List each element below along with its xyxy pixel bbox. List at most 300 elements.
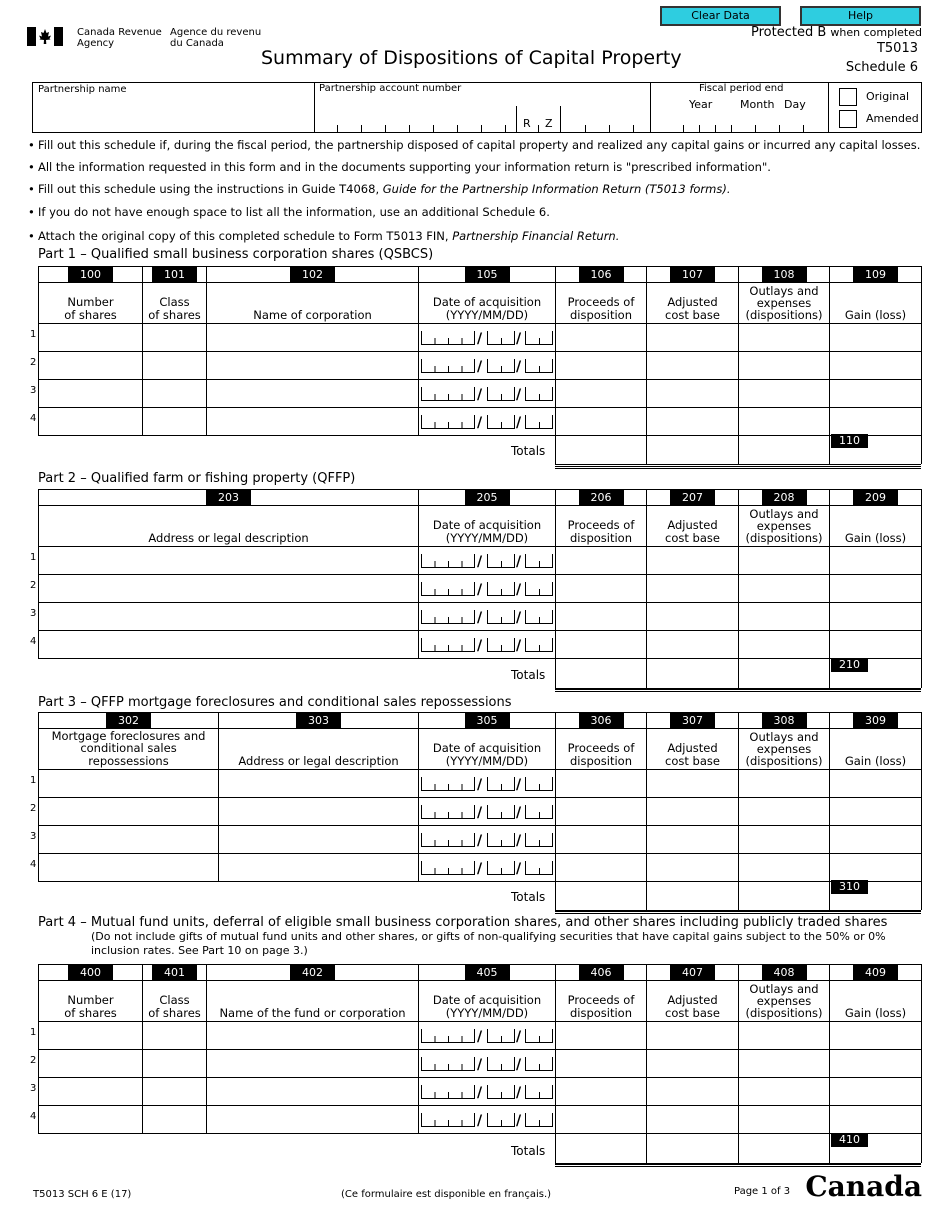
part3-double-rule — [555, 911, 921, 914]
cell-input[interactable] — [556, 547, 647, 575]
date-separator: / — [516, 861, 522, 877]
cell-input[interactable] — [830, 1078, 922, 1106]
cell-input[interactable] — [143, 1078, 207, 1106]
date-segment[interactable] — [525, 1113, 553, 1127]
cell-input[interactable] — [556, 1050, 647, 1078]
cell-input[interactable] — [830, 798, 922, 826]
original-checkbox[interactable] — [839, 88, 857, 106]
row-number: 3 — [30, 385, 37, 396]
row-number: 1 — [30, 1027, 37, 1038]
cell-input[interactable] — [830, 854, 922, 882]
cell-input[interactable] — [739, 324, 830, 352]
cell-input[interactable] — [739, 1078, 830, 1106]
cell-input[interactable] — [739, 631, 830, 659]
cell-input[interactable] — [39, 1050, 143, 1078]
date-separator: / — [477, 1029, 483, 1045]
date-input[interactable] — [419, 770, 556, 798]
date-comb[interactable] — [419, 854, 555, 881]
cell-input[interactable] — [219, 798, 419, 826]
part2-double-rule — [555, 689, 921, 692]
part4-table — [38, 964, 922, 1134]
date-comb[interactable] — [419, 1106, 555, 1133]
date-segment[interactable] — [525, 387, 553, 401]
date-separator: / — [477, 610, 483, 626]
date-segment[interactable] — [421, 415, 475, 429]
canada-wordmark: Canada — [805, 1170, 922, 1203]
date-segment[interactable] — [525, 861, 553, 875]
cell-input[interactable] — [739, 770, 830, 798]
gov-name-en: Canada Revenue Agency — [77, 27, 162, 49]
col-outlays: Outlays and expenses (dispositions) — [739, 506, 830, 547]
date-input[interactable] — [419, 1078, 556, 1106]
date-separator: / — [516, 1029, 522, 1045]
cell-input[interactable] — [830, 826, 922, 854]
date-segment[interactable] — [525, 638, 553, 652]
date-segment[interactable] — [525, 1085, 553, 1099]
date-separator: / — [516, 1057, 522, 1073]
date-separator: / — [477, 777, 483, 793]
cell-input[interactable] — [647, 798, 739, 826]
cell-input[interactable] — [39, 854, 219, 882]
date-separator: / — [477, 331, 483, 347]
schedule-number: Schedule 6 — [845, 60, 918, 75]
part4-note-line2: inclusion rates. See Part 10 on page 3.) — [91, 944, 308, 957]
date-segment[interactable] — [487, 610, 515, 624]
col-name-of-corporation: Name of corporation — [207, 283, 419, 324]
date-comb[interactable] — [419, 352, 555, 379]
protected-label: Protected B when completed — [751, 25, 922, 40]
cell-input[interactable] — [143, 408, 207, 436]
cell-input[interactable] — [647, 1106, 739, 1134]
cell-input[interactable] — [739, 1022, 830, 1050]
date-segment[interactable] — [487, 1113, 515, 1127]
date-input[interactable] — [419, 324, 556, 352]
row-number: 4 — [30, 859, 37, 870]
code-410: 410 — [831, 1133, 868, 1147]
date-segment[interactable] — [525, 805, 553, 819]
total-outlays[interactable] — [739, 434, 830, 464]
cell-input[interactable] — [39, 547, 419, 575]
instruction-5: • Attach the original copy of this completed schedule to Form T5013 FIN, Partnership Financial Return. — [28, 229, 619, 243]
code-205: 205 — [419, 490, 556, 506]
cell-input[interactable] — [39, 575, 419, 603]
date-input[interactable] — [419, 854, 556, 882]
cell-input[interactable] — [207, 1078, 419, 1106]
cell-input[interactable] — [830, 575, 922, 603]
cell-input[interactable] — [830, 380, 922, 408]
french-availability: (Ce formulaire est disponible en français.) — [341, 1189, 552, 1200]
date-input[interactable] — [419, 547, 556, 575]
date-segment[interactable] — [487, 833, 515, 847]
col-outlays: Outlays and expenses (dispositions) — [739, 729, 830, 770]
cell-input[interactable] — [556, 603, 647, 631]
date-segment[interactable] — [487, 638, 515, 652]
cell-input[interactable] — [739, 854, 830, 882]
col-date-of-acquisition: Date of acquisition (YYYY/MM/DD) — [419, 729, 556, 770]
total-acb[interactable] — [647, 880, 739, 910]
cell-input[interactable] — [647, 1078, 739, 1106]
date-separator: / — [516, 805, 522, 821]
row-number: 3 — [30, 1083, 37, 1094]
date-comb[interactable] — [419, 380, 555, 407]
col-gain-loss: Gain (loss) — [830, 981, 922, 1022]
date-segment[interactable] — [525, 415, 553, 429]
cell-input[interactable] — [219, 770, 419, 798]
date-segment[interactable] — [525, 554, 553, 568]
date-segment[interactable] — [421, 387, 475, 401]
cell-input[interactable] — [830, 770, 922, 798]
date-segment[interactable] — [421, 582, 475, 596]
cell-input[interactable] — [143, 1022, 207, 1050]
date-comb[interactable] — [419, 631, 555, 658]
partnership-name-field[interactable] — [33, 83, 315, 132]
date-comb[interactable] — [419, 324, 555, 351]
cell-input[interactable] — [39, 1078, 143, 1106]
amended-checkbox[interactable] — [839, 110, 857, 128]
cell-input[interactable] — [647, 575, 739, 603]
fiscal-period-end-field[interactable] — [651, 83, 829, 132]
date-input[interactable] — [419, 380, 556, 408]
cell-input[interactable] — [556, 1022, 647, 1050]
cell-input[interactable] — [143, 352, 207, 380]
col-outlays: Outlays and expenses (dispositions) — [739, 283, 830, 324]
total-outlays[interactable] — [739, 658, 830, 688]
total-outlays[interactable] — [739, 880, 830, 910]
code-310: 310 — [831, 880, 868, 894]
help-button[interactable]: Help — [800, 6, 921, 26]
identification-box — [32, 82, 922, 133]
date-input[interactable] — [419, 575, 556, 603]
row-number: 1 — [30, 329, 37, 340]
cell-input[interactable] — [39, 603, 419, 631]
cell-input[interactable] — [556, 631, 647, 659]
cell-input[interactable] — [647, 547, 739, 575]
code-208: 208 — [739, 490, 830, 506]
date-segment[interactable] — [421, 1057, 475, 1071]
row-number: 2 — [30, 580, 37, 591]
col-adjusted-cost-base: Adjusted cost base — [647, 981, 739, 1022]
date-comb[interactable] — [419, 408, 555, 435]
cell-input[interactable] — [39, 380, 143, 408]
date-segment[interactable] — [525, 777, 553, 791]
date-segment[interactable] — [525, 610, 553, 624]
date-segment[interactable] — [487, 1029, 515, 1043]
cell-input[interactable] — [39, 798, 219, 826]
date-separator: / — [516, 1113, 522, 1129]
col-address: Address or legal description — [39, 506, 419, 547]
date-separator: / — [516, 554, 522, 570]
cell-input[interactable] — [39, 826, 219, 854]
part4-totals-label: Totals — [511, 1144, 546, 1158]
cell-input[interactable] — [647, 603, 739, 631]
date-separator: / — [516, 387, 522, 403]
cell-input[interactable] — [556, 352, 647, 380]
part1-double-rule — [555, 466, 921, 469]
cell-input[interactable] — [556, 826, 647, 854]
form-number: T5013 — [876, 41, 918, 56]
gov-name-fr: Agence du revenu du Canada — [170, 27, 262, 49]
code-405: 405 — [419, 965, 556, 981]
cell-input[interactable] — [219, 854, 419, 882]
date-input[interactable] — [419, 1050, 556, 1078]
cell-input[interactable] — [143, 324, 207, 352]
date-comb[interactable] — [419, 798, 555, 825]
instruction-4: • If you do not have enough space to list all the information, use an additional Schedule 6. — [28, 205, 550, 219]
code-110: 110 — [831, 434, 868, 448]
date-input[interactable] — [419, 631, 556, 659]
cell-input[interactable] — [39, 1022, 143, 1050]
cell-input[interactable] — [647, 324, 739, 352]
account-number-field[interactable] — [315, 83, 651, 132]
cell-input[interactable] — [647, 352, 739, 380]
code-303: 303 — [219, 713, 419, 729]
cell-input[interactable] — [556, 575, 647, 603]
date-separator: / — [516, 833, 522, 849]
date-input[interactable] — [419, 603, 556, 631]
row-number: 3 — [30, 608, 37, 619]
cell-input[interactable] — [556, 798, 647, 826]
cell-input[interactable] — [647, 631, 739, 659]
total-proceeds[interactable] — [556, 880, 647, 910]
account-number-label: Partnership account number — [319, 83, 462, 94]
original-label: Original — [866, 90, 910, 103]
date-segment[interactable] — [421, 805, 475, 819]
cell-input[interactable] — [556, 408, 647, 436]
amended-label: Amended — [866, 112, 919, 125]
row-number: 2 — [30, 803, 37, 814]
date-segment[interactable] — [525, 1057, 553, 1071]
date-segment[interactable] — [525, 359, 553, 373]
code-409: 409 — [830, 965, 922, 981]
col-gain-loss: Gain (loss) — [830, 283, 922, 324]
cell-input[interactable] — [143, 380, 207, 408]
cell-input[interactable] — [207, 324, 419, 352]
part4-note-line1: (Do not include gifts of mutual fund units and other shares, or gifts of non-qualifying securities that have capital gains subject to the 50% or 0% — [91, 930, 886, 943]
date-comb[interactable] — [419, 1078, 555, 1105]
cell-input[interactable] — [647, 854, 739, 882]
date-segment[interactable] — [421, 610, 475, 624]
cell-input[interactable] — [39, 1106, 143, 1134]
part3-title: Part 3 – QFFP mortgage foreclosures and conditional sales repossessions — [38, 695, 512, 710]
date-segment[interactable] — [421, 1113, 475, 1127]
cell-input[interactable] — [830, 631, 922, 659]
date-segment[interactable] — [487, 1057, 515, 1071]
date-segment[interactable] — [525, 1029, 553, 1043]
rz-letter-r: R — [523, 117, 531, 130]
cell-input[interactable] — [39, 352, 143, 380]
code-101: 101 — [143, 267, 207, 283]
date-segment[interactable] — [421, 777, 475, 791]
cell-input[interactable] — [830, 603, 922, 631]
month-label: Month — [740, 98, 775, 111]
code-406: 406 — [556, 965, 647, 981]
date-segment[interactable] — [487, 805, 515, 819]
date-segment[interactable] — [421, 861, 475, 875]
day-label: Day — [784, 98, 806, 111]
cell-input[interactable] — [830, 1050, 922, 1078]
cell-input[interactable] — [207, 408, 419, 436]
cell-input[interactable] — [219, 826, 419, 854]
cell-input[interactable] — [647, 408, 739, 436]
date-segment[interactable] — [487, 1085, 515, 1099]
cell-input[interactable] — [647, 770, 739, 798]
date-segment[interactable] — [487, 331, 515, 345]
cell-input[interactable] — [207, 1022, 419, 1050]
cell-input[interactable] — [830, 547, 922, 575]
col-number-of-shares: Number of shares — [39, 981, 143, 1022]
col-number-of-shares: Number of shares — [39, 283, 143, 324]
cell-input[interactable] — [556, 380, 647, 408]
cell-input[interactable] — [830, 352, 922, 380]
date-comb[interactable] — [419, 575, 555, 602]
row-number: 1 — [30, 552, 37, 563]
col-proceeds: Proceeds of disposition — [556, 283, 647, 324]
cell-input[interactable] — [739, 408, 830, 436]
date-input[interactable] — [419, 798, 556, 826]
code-207: 207 — [647, 490, 739, 506]
cell-input[interactable] — [830, 408, 922, 436]
cell-input[interactable] — [143, 1050, 207, 1078]
col-proceeds: Proceeds of disposition — [556, 506, 647, 547]
date-comb[interactable] — [419, 1050, 555, 1077]
cell-input[interactable] — [143, 1106, 207, 1134]
date-comb[interactable] — [419, 603, 555, 630]
fiscal-period-label: Fiscal period end — [699, 83, 784, 94]
form-title: Summary of Dispositions of Capital Property — [261, 47, 682, 69]
cell-input[interactable] — [207, 1106, 419, 1134]
cell-input[interactable] — [556, 854, 647, 882]
code-307: 307 — [647, 713, 739, 729]
col-adjusted-cost-base: Adjusted cost base — [647, 506, 739, 547]
rz-letter-z: Z — [545, 117, 553, 130]
date-segment[interactable] — [487, 777, 515, 791]
date-separator: / — [477, 554, 483, 570]
col-date-of-acquisition: Date of acquisition (YYYY/MM/DD) — [419, 283, 556, 324]
cell-input[interactable] — [739, 826, 830, 854]
date-segment[interactable] — [525, 582, 553, 596]
total-outlays[interactable] — [739, 1133, 830, 1163]
date-segment[interactable] — [487, 387, 515, 401]
code-308: 308 — [739, 713, 830, 729]
cell-input[interactable] — [739, 380, 830, 408]
cell-input[interactable] — [556, 324, 647, 352]
date-comb[interactable] — [419, 1022, 555, 1049]
cell-input[interactable] — [830, 324, 922, 352]
instruction-3: • Fill out this schedule using the instructions in Guide T4068, Guide for the Partnership Information Return (T5013 forms). — [28, 182, 730, 196]
cell-input[interactable] — [207, 380, 419, 408]
cell-input[interactable] — [39, 770, 219, 798]
date-segment[interactable] — [421, 359, 475, 373]
cell-input[interactable] — [556, 1106, 647, 1134]
col-gain-loss: Gain (loss) — [830, 729, 922, 770]
cell-input[interactable] — [647, 380, 739, 408]
cell-input[interactable] — [739, 1050, 830, 1078]
code-106: 106 — [556, 267, 647, 283]
date-comb[interactable] — [419, 547, 555, 574]
cell-input[interactable] — [739, 603, 830, 631]
year-label: Year — [689, 98, 713, 111]
total-acb[interactable] — [647, 1133, 739, 1163]
code-407: 407 — [647, 965, 739, 981]
date-segment[interactable] — [487, 861, 515, 875]
total-proceeds[interactable] — [556, 1133, 647, 1163]
cell-input[interactable] — [830, 1022, 922, 1050]
cell-input[interactable] — [647, 1022, 739, 1050]
part3-table — [38, 712, 922, 882]
cell-input[interactable] — [556, 770, 647, 798]
date-segment[interactable] — [487, 582, 515, 596]
date-separator: / — [477, 415, 483, 431]
code-309: 309 — [830, 713, 922, 729]
date-input[interactable] — [419, 352, 556, 380]
total-proceeds[interactable] — [556, 658, 647, 688]
date-comb[interactable] — [419, 770, 555, 797]
col-outlays: Outlays and expenses (dispositions) — [739, 981, 830, 1022]
col-proceeds: Proceeds of disposition — [556, 981, 647, 1022]
row-number: 2 — [30, 1055, 37, 1066]
col-date-of-acquisition: Date of acquisition (YYYY/MM/DD) — [419, 981, 556, 1022]
cell-input[interactable] — [207, 352, 419, 380]
date-separator: / — [477, 805, 483, 821]
col-date-of-acquisition: Date of acquisition (YYYY/MM/DD) — [419, 506, 556, 547]
cell-input[interactable] — [739, 575, 830, 603]
row-number: 4 — [30, 413, 37, 424]
date-segment[interactable] — [421, 638, 475, 652]
date-separator: / — [477, 833, 483, 849]
date-input[interactable] — [419, 408, 556, 436]
code-400: 400 — [39, 965, 143, 981]
date-input[interactable] — [419, 826, 556, 854]
date-segment[interactable] — [421, 1085, 475, 1099]
cell-input[interactable] — [39, 631, 419, 659]
date-segment[interactable] — [487, 415, 515, 429]
total-acb[interactable] — [647, 434, 739, 464]
date-segment[interactable] — [421, 331, 475, 345]
date-input[interactable] — [419, 1022, 556, 1050]
date-input[interactable] — [419, 1106, 556, 1134]
row-number: 3 — [30, 831, 37, 842]
cell-input[interactable] — [830, 1106, 922, 1134]
date-separator: / — [516, 582, 522, 598]
cell-input[interactable] — [647, 826, 739, 854]
cell-input[interactable] — [739, 1106, 830, 1134]
total-acb[interactable] — [647, 658, 739, 688]
date-segment[interactable] — [487, 554, 515, 568]
cell-input[interactable] — [39, 324, 143, 352]
row-number: 4 — [30, 1111, 37, 1122]
cell-input[interactable] — [647, 1050, 739, 1078]
cell-input[interactable] — [39, 408, 143, 436]
cell-input[interactable] — [739, 352, 830, 380]
cell-input[interactable] — [556, 1078, 647, 1106]
cell-input[interactable] — [207, 1050, 419, 1078]
total-proceeds[interactable] — [556, 434, 647, 464]
date-segment[interactable] — [525, 833, 553, 847]
canada-flag-icon — [27, 27, 63, 50]
cell-input[interactable] — [739, 798, 830, 826]
code-401: 401 — [143, 965, 207, 981]
date-segment[interactable] — [525, 331, 553, 345]
cell-input[interactable] — [739, 547, 830, 575]
date-segment[interactable] — [421, 833, 475, 847]
date-segment[interactable] — [421, 554, 475, 568]
code-408: 408 — [739, 965, 830, 981]
date-comb[interactable] — [419, 826, 555, 853]
date-separator: / — [477, 638, 483, 654]
date-segment[interactable] — [421, 1029, 475, 1043]
date-segment[interactable] — [487, 359, 515, 373]
clear-data-button[interactable]: Clear Data — [660, 6, 781, 26]
